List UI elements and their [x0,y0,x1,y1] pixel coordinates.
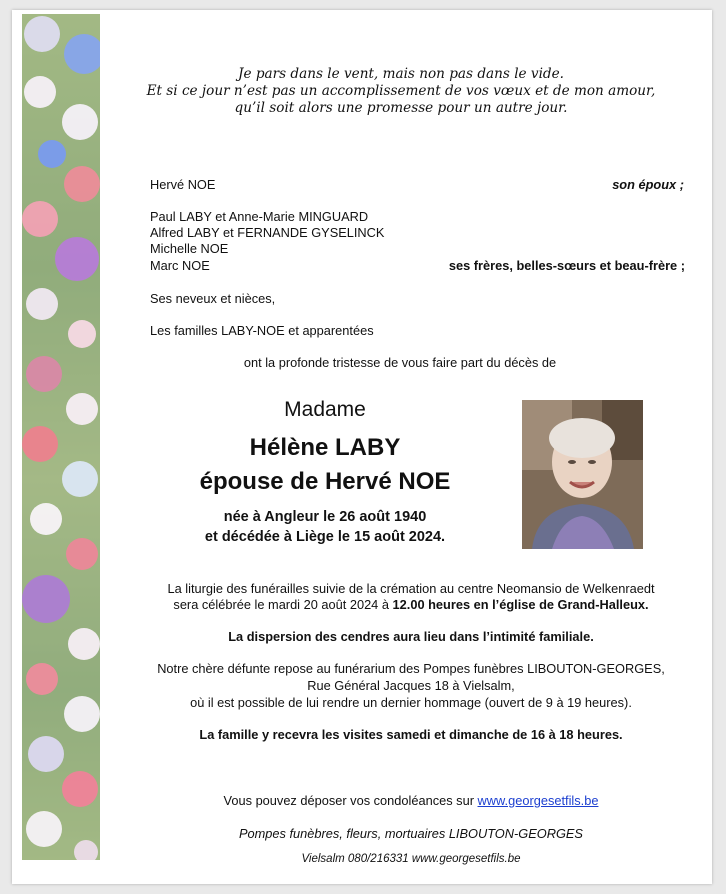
condolences-prefix: Vous pouvez déposer vos condoléances sur [223,793,478,808]
death-line: et décédée à Liège le 15 août 2024. [204,529,446,545]
floral-border-image [22,14,100,860]
poem-line: qu’il soit alors une promesse pour un autre jour. [234,100,568,116]
sibling-name: Michelle NOE [150,241,229,256]
deceased-title: Madame [284,398,366,421]
deceased-photo [522,400,643,549]
liturgy-line: La liturgie des funérailles suivie de la crémation au centre Neomansio de Welkenraedt [167,581,655,596]
families-line: Les familles LABY-NOE et apparentées [150,323,374,338]
sibling-name: Paul LABY et Anne-Marie MINGUARD [150,209,369,224]
condolences-link[interactable]: www.georgesetfils.be [477,793,599,808]
sibling-name: Alfred LABY et FERNANDE GYSELINCK [150,225,385,240]
rest-line: Notre chère défunte repose au funérarium des Pompes funèbres LIBOUTON-GEORGES, [157,661,665,676]
spouse-name: Hervé NOE [150,177,216,192]
dispersion-line: La dispersion des cendres aura lieu dans l’intimité familiale. [228,629,594,644]
condolences-line [120,793,702,809]
spouse-relation: son époux ; [612,177,684,192]
rest-address-line: Rue Général Jacques 18 à Vielsalm, [307,678,515,693]
flower-pattern-icon [22,14,100,860]
liturgy-time-prefix: sera célébrée le mardi 20 août 2024 à [173,597,393,612]
sibling-name: Marc NOE [150,258,210,273]
visits-line: La famille y recevra les visites samedi et dimanche de 16 à 18 heures. [199,727,623,742]
nephews-line: Ses neveux et nièces, [150,291,276,306]
poem-quote [120,66,682,117]
company-line: Pompes funèbres, fleurs, mortuaires LIBOUTON-GEORGES [239,826,583,841]
announcement-line: ont la profonde tristesse de vous faire part du décès de [243,355,557,370]
contact-line: Vielsalm 080/216331 www.georgesetfils.be [301,853,521,865]
rest-hours-line: où il est possible de lui rendre un dernier hommage (ouvert de 9 à 19 heures). [190,695,632,710]
deceased-name: Hélène LABY [249,434,401,461]
birth-line: née à Angleur le 26 août 1940 [223,509,427,525]
deceased-spouse: épouse de Hervé NOE [199,468,451,495]
siblings-relation: ses frères, belles-sœurs et beau-frère ; [448,258,685,273]
liturgy-time-bold: 12.00 heures en l’église de Grand-Halleux. [392,597,649,612]
liturgy-time-line [120,597,702,613]
poem-line: Et si ce jour n’est pas un accomplissement de vos vœux et de mon amour, [146,83,656,99]
poem-line: Je pars dans le vent, mais non pas dans le vide. [238,66,564,82]
